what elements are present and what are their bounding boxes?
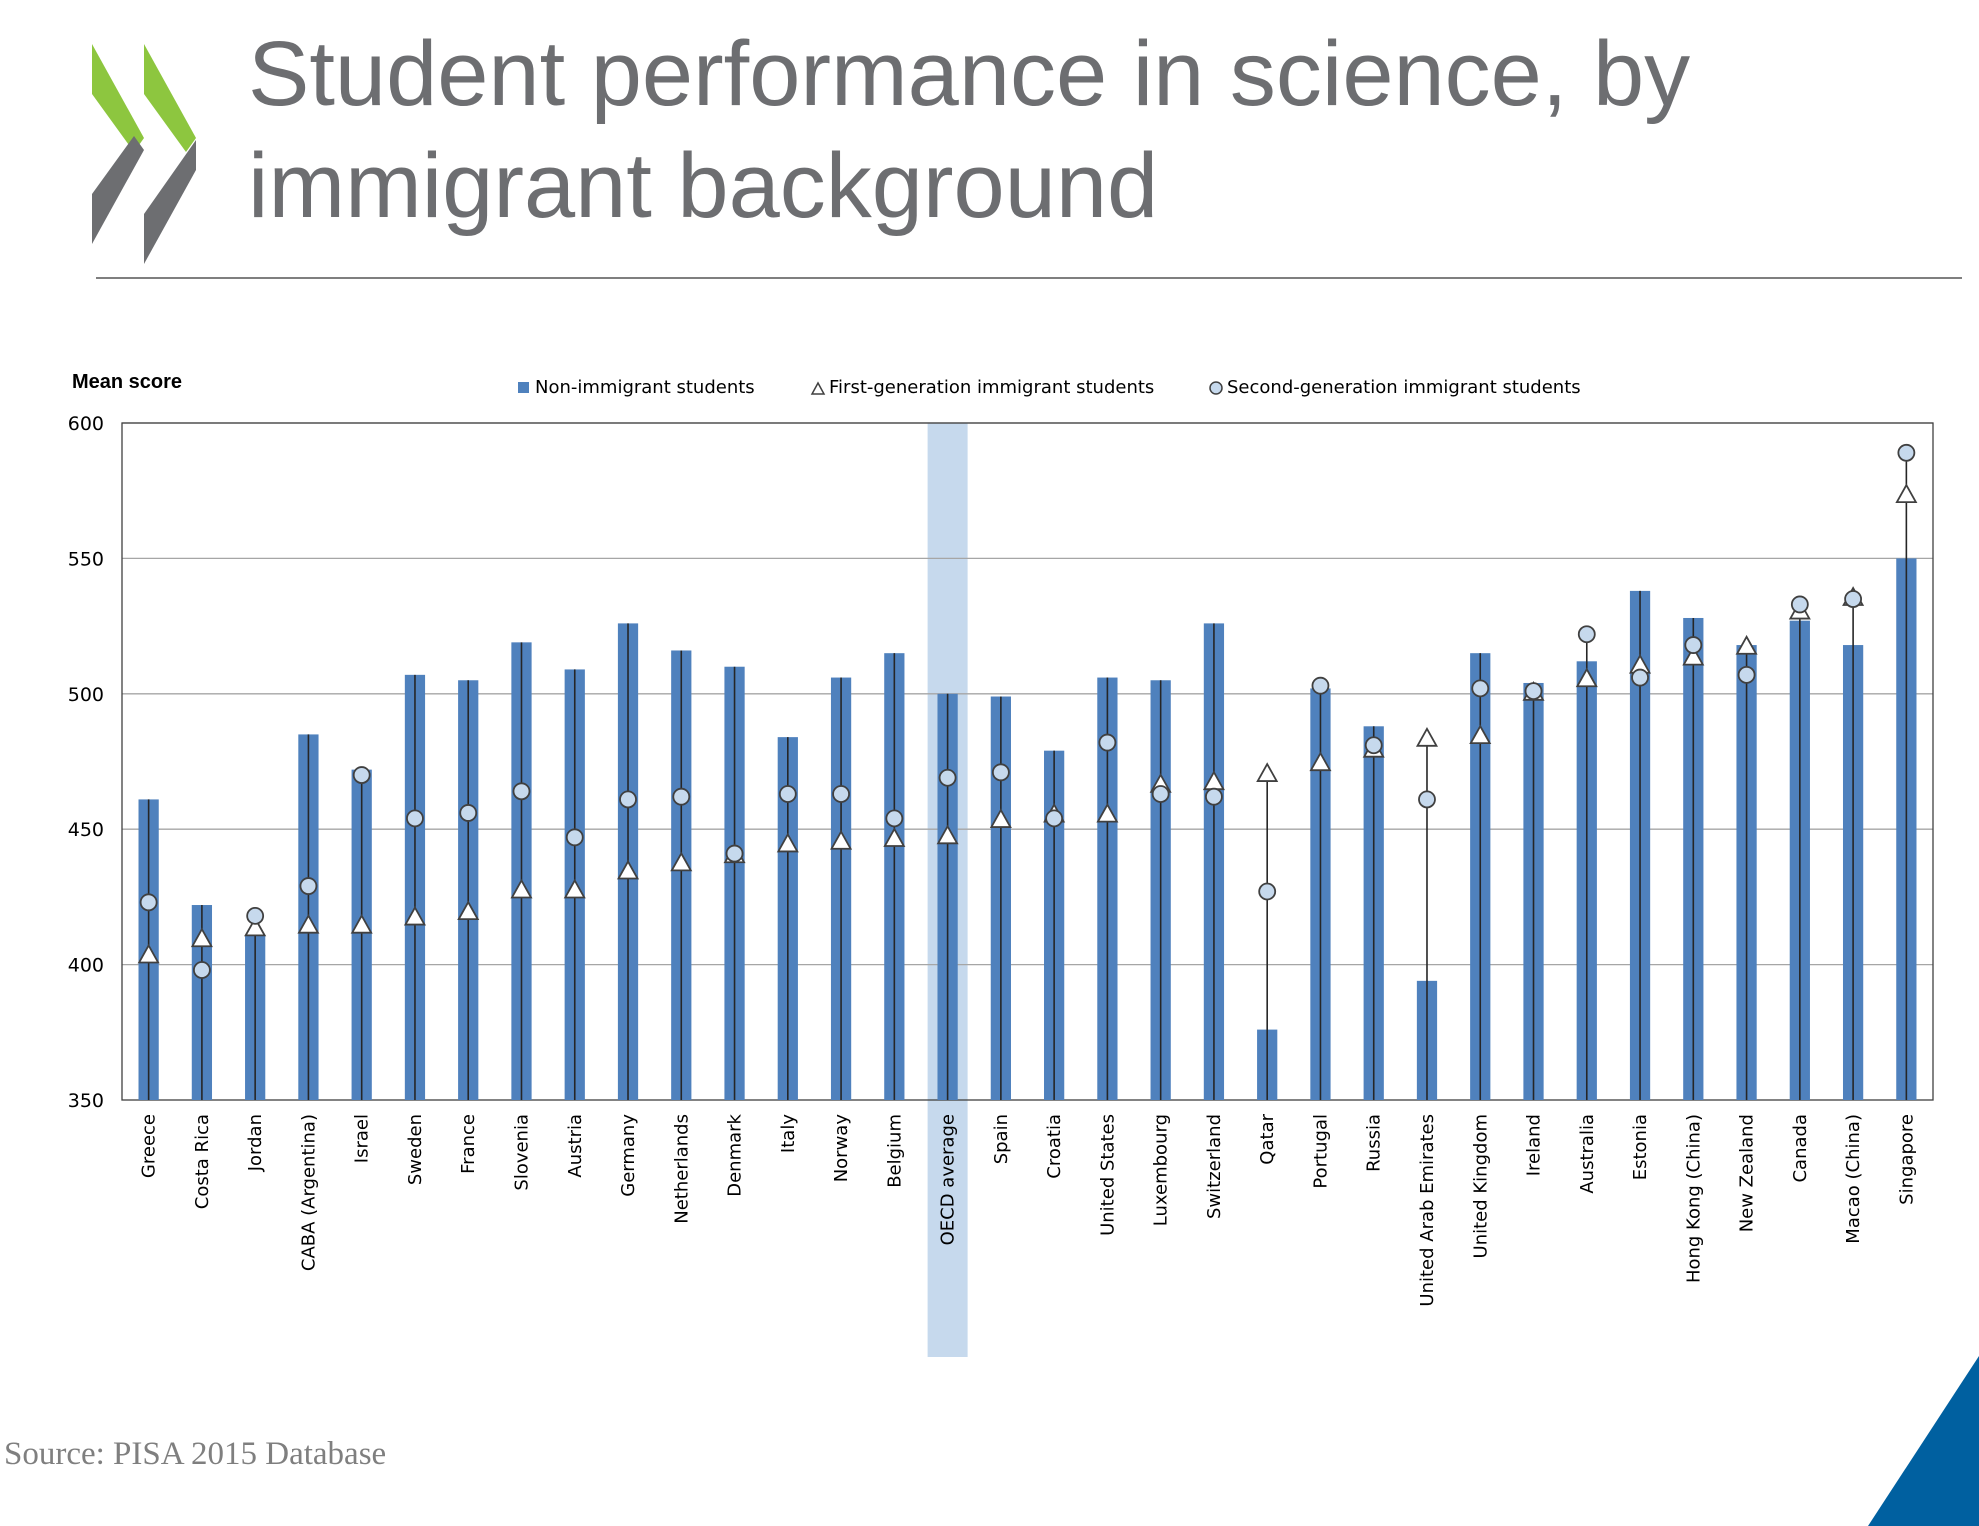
x-tick-label-hong-kong-china: Hong Kong (China) bbox=[1683, 1114, 1705, 1284]
circle-marker-norway bbox=[833, 786, 849, 802]
legend-label-second-generation: Second-generation immigrant students bbox=[1227, 377, 1581, 398]
source-note: Source: PISA 2015 Database bbox=[4, 1436, 387, 1472]
slide-title: Student performance in science, by immigrant background bbox=[248, 23, 1691, 237]
triangle-marker-singapore bbox=[1897, 485, 1916, 502]
circle-marker-united-arab-emirates bbox=[1419, 791, 1435, 807]
x-tick-label-israel: Israel bbox=[351, 1114, 373, 1164]
x-tick-label-singapore: Singapore bbox=[1896, 1114, 1918, 1205]
x-tick-label-ireland: Ireland bbox=[1523, 1114, 1545, 1177]
circle-marker-croatia bbox=[1046, 810, 1062, 826]
circle-marker-ireland bbox=[1526, 683, 1542, 699]
circle-marker-belgium bbox=[886, 810, 902, 826]
circle-marker-jordan bbox=[247, 908, 263, 924]
x-tick-label-france: France bbox=[458, 1114, 480, 1174]
title-divider bbox=[96, 277, 1962, 279]
circle-marker-russia bbox=[1366, 737, 1382, 753]
x-tick-label-united-arab-emirates: United Arab Emirates bbox=[1416, 1114, 1438, 1307]
y-tick-label: 350 bbox=[67, 1090, 104, 1112]
legend-label-non-immigrant: Non-immigrant students bbox=[535, 377, 755, 398]
circle-marker-switzerland bbox=[1206, 789, 1222, 805]
x-tick-label-canada: Canada bbox=[1789, 1114, 1811, 1183]
circle-marker-qatar bbox=[1259, 883, 1275, 899]
legend bbox=[518, 377, 1581, 398]
legend-triangle-swatch bbox=[812, 383, 824, 394]
x-tick-label-denmark: Denmark bbox=[724, 1114, 746, 1197]
x-tick-label-sweden: Sweden bbox=[404, 1114, 426, 1186]
circle-marker-estonia bbox=[1632, 670, 1648, 686]
y-tick-label: 500 bbox=[67, 683, 104, 706]
logo-chevron-grey-left bbox=[92, 136, 144, 244]
circle-marker-canada bbox=[1792, 596, 1808, 612]
legend-label-first-generation: First-generation immigrant students bbox=[829, 377, 1155, 398]
circle-marker-oecd-average bbox=[940, 770, 956, 786]
circle-marker-denmark bbox=[727, 846, 743, 862]
x-tick-label-costa-rica: Costa Rica bbox=[191, 1114, 213, 1210]
x-tick-label-estonia: Estonia bbox=[1630, 1114, 1652, 1181]
circle-marker-france bbox=[460, 805, 476, 821]
circle-marker-united-kingdom bbox=[1472, 680, 1488, 696]
corner-triangle bbox=[1868, 1356, 1979, 1526]
x-tick-label-norway: Norway bbox=[831, 1114, 853, 1183]
science-performance-chart bbox=[0, 340, 1979, 1360]
circle-marker-germany bbox=[620, 791, 636, 807]
plot-frame bbox=[122, 423, 1933, 1100]
x-tick-label-slovenia: Slovenia bbox=[511, 1114, 533, 1191]
y-axis-label: Mean score bbox=[72, 371, 183, 393]
logo-chevron-green-left bbox=[92, 44, 144, 152]
circle-marker-greece bbox=[141, 894, 157, 910]
x-tick-label-new-zealand: New Zealand bbox=[1736, 1114, 1758, 1233]
circle-marker-costa-rica bbox=[194, 962, 210, 978]
circle-marker-hong-kong-china bbox=[1685, 637, 1701, 653]
triangle-marker-united-arab-emirates bbox=[1417, 729, 1436, 746]
x-tick-label-caba-argentina: CABA (Argentina) bbox=[298, 1114, 320, 1272]
x-tick-label-portugal: Portugal bbox=[1310, 1114, 1332, 1189]
x-tick-label-oecd-average: OECD average bbox=[937, 1114, 959, 1246]
circle-marker-luxembourg bbox=[1153, 786, 1169, 802]
circle-marker-portugal bbox=[1312, 678, 1328, 694]
circle-marker-spain bbox=[993, 764, 1009, 780]
legend-circle-swatch bbox=[1210, 382, 1222, 394]
oecd-logo bbox=[92, 44, 202, 264]
circle-marker-netherlands bbox=[673, 789, 689, 805]
x-tick-label-switzerland: Switzerland bbox=[1203, 1114, 1225, 1219]
y-tick-label: 550 bbox=[67, 548, 104, 571]
legend-bar-swatch bbox=[518, 382, 529, 393]
x-tick-label-croatia: Croatia bbox=[1044, 1114, 1066, 1179]
x-tick-label-jordan: Jordan bbox=[245, 1114, 267, 1172]
x-tick-label-belgium: Belgium bbox=[884, 1114, 906, 1188]
triangle-marker-qatar bbox=[1258, 764, 1277, 781]
circle-marker-singapore bbox=[1898, 445, 1914, 461]
x-tick-label-spain: Spain bbox=[990, 1114, 1012, 1165]
x-tick-label-russia: Russia bbox=[1363, 1114, 1385, 1172]
x-tick-label-australia: Australia bbox=[1576, 1114, 1598, 1194]
x-tick-label-united-kingdom: United Kingdom bbox=[1470, 1114, 1492, 1259]
x-tick-label-macao-china: Macao (China) bbox=[1843, 1114, 1865, 1244]
circle-marker-sweden bbox=[407, 810, 423, 826]
y-tick-label: 400 bbox=[67, 954, 104, 977]
x-tick-label-germany: Germany bbox=[618, 1114, 640, 1197]
circle-marker-united-states bbox=[1099, 735, 1115, 751]
y-tick-label: 450 bbox=[67, 819, 104, 842]
circle-marker-italy bbox=[780, 786, 796, 802]
plot-area bbox=[68, 413, 1933, 1357]
circle-marker-caba-argentina bbox=[300, 878, 316, 894]
x-tick-label-luxembourg: Luxembourg bbox=[1150, 1114, 1172, 1227]
circle-marker-new-zealand bbox=[1739, 667, 1755, 683]
circle-marker-macao-china bbox=[1845, 591, 1861, 607]
x-tick-label-italy: Italy bbox=[777, 1114, 799, 1154]
x-tick-label-austria: Austria bbox=[564, 1114, 586, 1178]
x-tick-label-qatar: Qatar bbox=[1257, 1114, 1279, 1165]
x-tick-label-netherlands: Netherlands bbox=[671, 1114, 693, 1224]
circle-marker-austria bbox=[567, 829, 583, 845]
logo-chevron-grey-right bbox=[144, 140, 196, 264]
circle-marker-slovenia bbox=[513, 783, 529, 799]
x-tick-label-united-states: United States bbox=[1097, 1114, 1119, 1236]
logo-chevron-green-right bbox=[144, 44, 196, 152]
circle-marker-israel bbox=[354, 767, 370, 783]
y-tick-label: 600 bbox=[67, 413, 104, 435]
circle-marker-australia bbox=[1579, 626, 1595, 642]
x-tick-label-greece: Greece bbox=[138, 1114, 160, 1179]
